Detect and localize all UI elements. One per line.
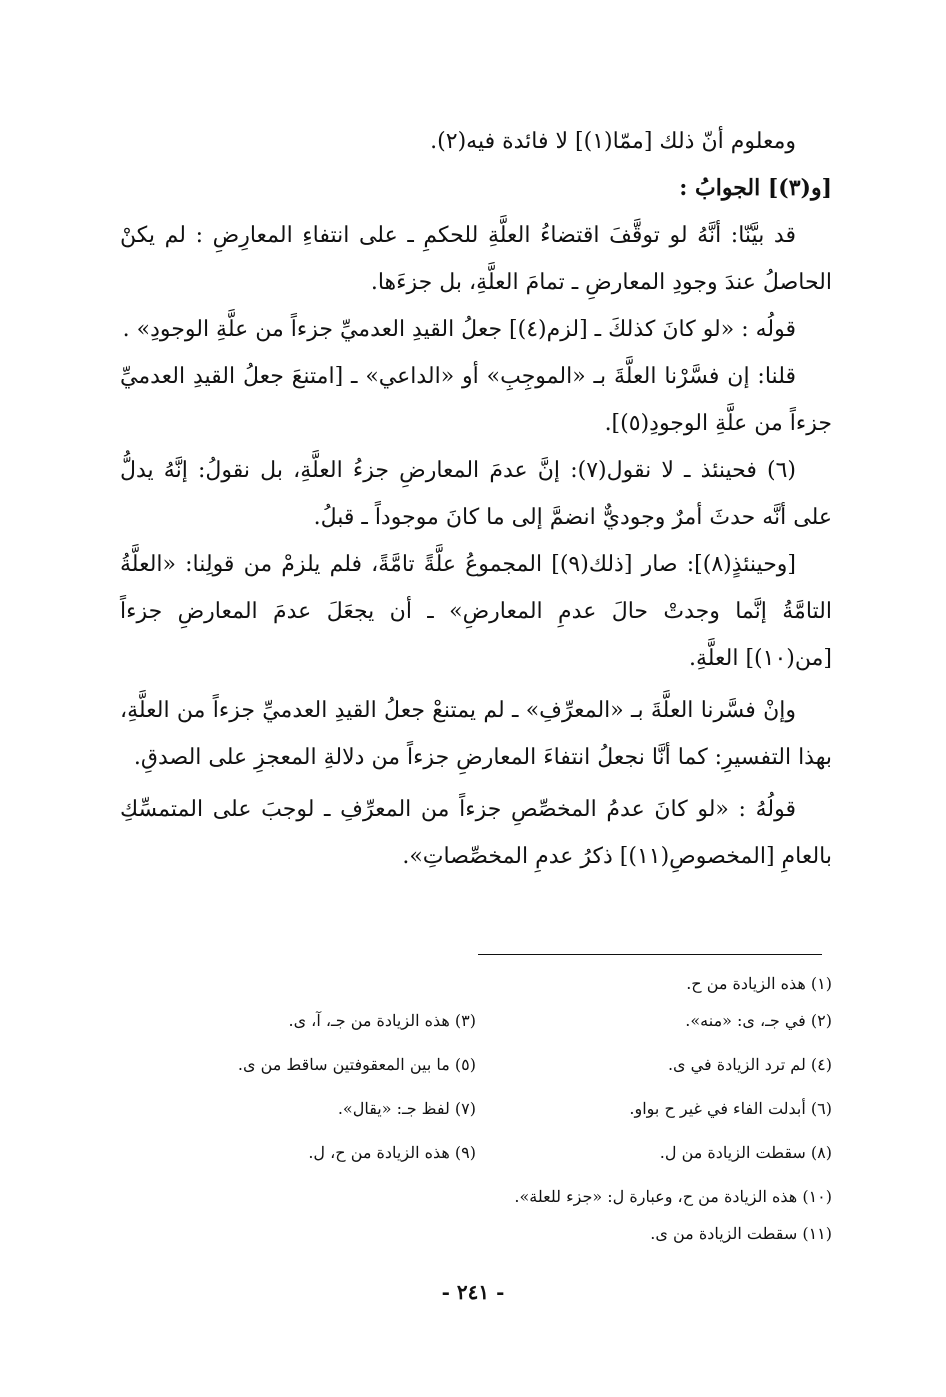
paragraph-7: وإنْ فسَّرنا العلَّةَ بـ «المعرِّفِ» ـ لم يمتنعْ جعلُ القيدِ العدميِّ جزءاً من العلَّةِ، بهذا التفسيرِ: كما أنَّا نجعلُ انتفاءَ المعارضِ جزءاً من دلالةِ المعجزِ على الصدقِ. (120, 698, 832, 770)
footnote-1: (١) هذه الزيادة من ح. (686, 974, 832, 993)
paragraph-2: قد بيَّنّا: أنَّهُ لو توقَّفَ اقتضاءُ العلَّةِ للحكمِ ـ على انتفاءِ المعارِضِ : لم يكنْ الحاصلُ عندَ وجودِ المعارضِ ـ تمامَ العلَّةِ، بل جزءَها. (120, 223, 832, 295)
paragraph-4: قلنا: إن فسَّرْنا العلَّةَ بـ «الموجِبِ» أو «الداعي» ـ [امتنعَ جعلُ القيدِ العدميِّ جزءاً من علَّةِ الوجودِ(٥)]. (120, 364, 832, 436)
footnote-4: (٤) لم ترد الزيادة في ى. (667, 1055, 832, 1074)
footnote-2: (٢) في جـ، ى: «منه». (685, 1011, 832, 1030)
footnote-separator (478, 954, 822, 955)
footnote-9: (٩) هذه الزيادة من ح، ل. (308, 1143, 476, 1162)
footnote-5: (٥) ما بين المعقوفتين ساقط من ى. (237, 1055, 476, 1074)
paragraph-8: قولُهُ : «لو كانَ عدمُ المخصِّصِ جزءاً من المعرِّفِ ـ لوجبَ على المتمسِّكِ بالعامِ [المخصوصِ(١١)] ذكرُ عدمِ المخصِّصاتِ». (120, 797, 832, 869)
footnote-3: (٣) هذه الزيادة من جـ، آ، ى. (288, 1011, 476, 1030)
footnote-7: (٧) لفظ جـ: «يقال». (337, 1099, 476, 1118)
paragraph-6: [وحينئذٍ(٨)]: صار [ذلك(٩)] المجموعُ علَّةً تامَّةً، فلم يلزمْ من قولِنا: «العلَّةُ التامَّةُ إنَّما وجدتْ حالَ عدمِ المعارضِ» ـ أن يجعَلَ عدمَ المعارضِ جزءاً [من(١٠)] العلَّةِ. (120, 552, 832, 671)
answer-heading: [و(٣)] الجوابُ : (679, 175, 832, 201)
paragraph-5: (٦) فحينئذ ـ لا نقول(٧): إنَّ عدمَ المعارضِ جزءُ العلَّةِ، بل نقولُ: إنَّهُ يدلُّ على أنَّه حدثَ أمرٌ وجوديٌّ انضمَّ إلى ما كانَ موجوداً ـ قبلُ. (120, 458, 832, 530)
footnote-11: (١١) سقطت الزيادة من ى. (650, 1224, 832, 1243)
footnote-10: (١٠) هذه الزيادة من ح، وعبارة ل: «جزء للعلة». (514, 1187, 832, 1206)
footnote-8: (٨) سقطت الزيادة من ل. (659, 1143, 832, 1162)
footnotes (120, 966, 832, 1253)
main-text (120, 118, 832, 880)
footnote-6: (٦) أبدلت الفاء في غير ح بواو. (629, 1099, 832, 1118)
paragraph-1: ومعلوم أنّ ذلك [ممّا(١)] لا فائدة فيه(٢). (430, 129, 796, 154)
page-number: - ٢٤١ - (441, 1280, 505, 1304)
paragraph-3: قولُه : «لو كانَ كذلكَ ـ [لزم(٤)] جعلُ القيدِ العدميِّ جزءاً من علَّةِ الوجودِ» . (122, 317, 796, 342)
